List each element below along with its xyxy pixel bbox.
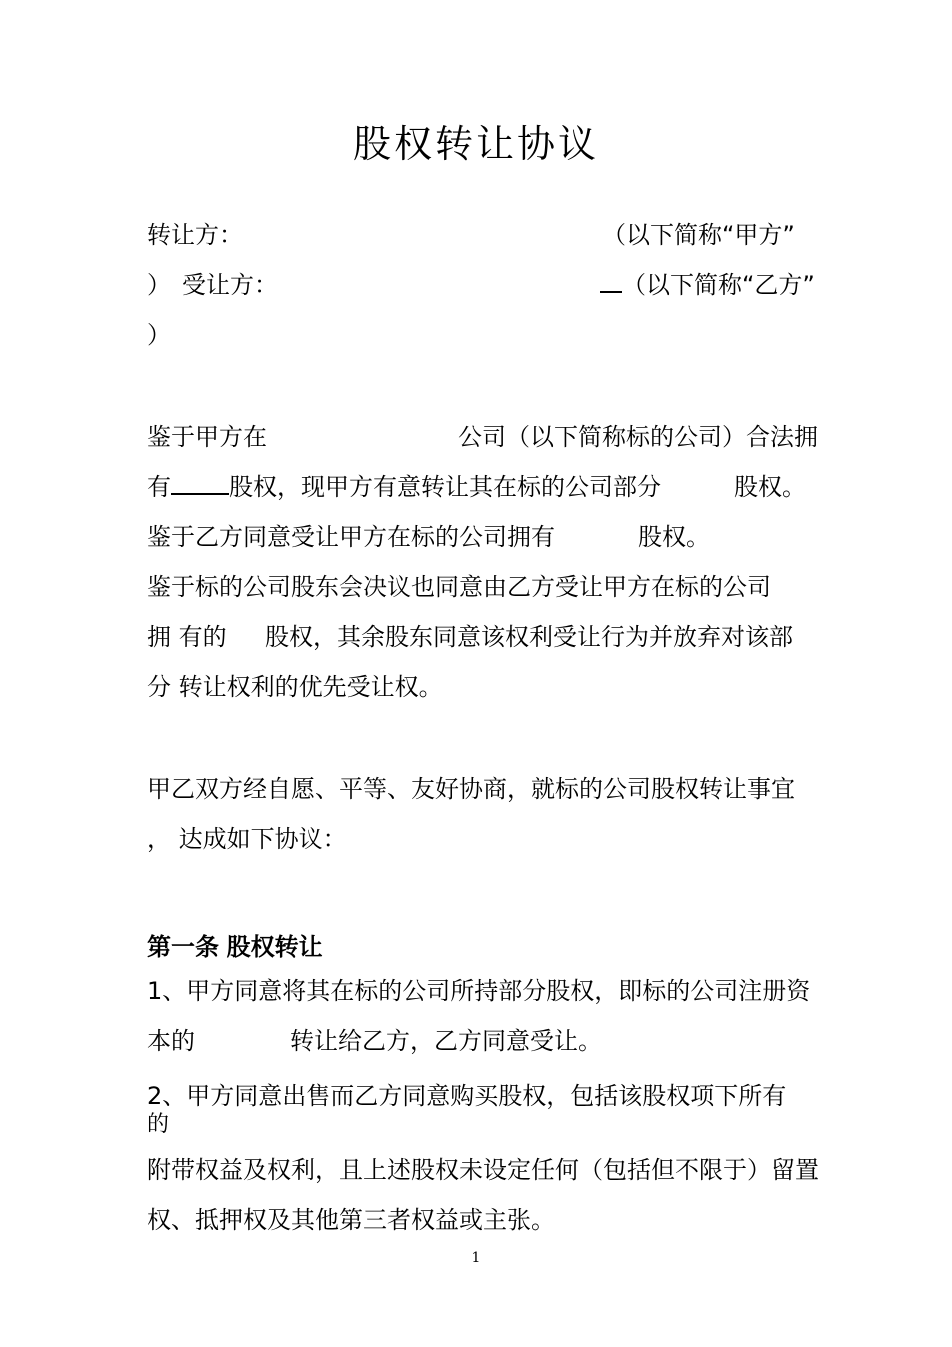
recital-text: 拥 有的	[147, 623, 227, 651]
article-number: 第一条	[147, 933, 219, 961]
clause-text: 转让给乙方，乙方同意受让。	[290, 1027, 602, 1055]
recital-text: 股权。	[638, 523, 710, 551]
recital-text: 鉴于标的公司股东会决议也同意由乙方受让甲方在标的公司	[147, 573, 771, 601]
intro-text: ， 达成如下协议：	[147, 825, 347, 853]
blank-underline	[600, 271, 622, 293]
recital-text: 分 转让权利的优先受让权。	[147, 673, 443, 701]
clause-text: 本的	[147, 1027, 195, 1055]
clause-text: 的	[147, 1112, 170, 1137]
intro-text: 甲乙双方经自愿、平等、友好协商，就标的公司股权转让事宜	[147, 775, 795, 803]
document-title: 股权转让协议	[352, 122, 599, 166]
transferor-label: 转让方：	[147, 221, 243, 249]
close-paren: ）	[147, 271, 171, 299]
transferee-note: （以下简称“乙方”	[600, 270, 815, 300]
clause-text: 附带权益及权利，且上述股权未设定任何（包括但不限于）留置	[147, 1156, 819, 1184]
article-title: 股权转让	[226, 933, 323, 961]
transferor-note: （以下简称“甲方”	[602, 221, 795, 249]
close-paren: ）	[147, 321, 171, 349]
recital-text: 股权，其余股东同意该权利受让行为并放弃对该部	[265, 623, 793, 651]
recital-text: 公司（以下简称标的公司）合法拥	[458, 423, 818, 451]
transferee-label: 受让方：	[182, 271, 278, 299]
recital-text: 鉴于甲方在	[147, 423, 267, 451]
clause-text: 2、甲方同意出售而乙方同意购买股权，包括该股权项下所有	[147, 1082, 787, 1110]
recital-text: 股权。	[734, 473, 806, 501]
blank-underline	[171, 473, 229, 495]
clause-text: 权、抵押权及其他第三者权益或主张。	[147, 1206, 555, 1234]
page-number: 1	[471, 1250, 481, 1266]
recital-text: 鉴于乙方同意受让甲方在标的公司拥有	[147, 523, 555, 551]
recital-text: 有 股权，现甲方有意转让其在标的公司部分	[147, 473, 661, 501]
clause-text: 1、甲方同意将其在标的公司所持部分股权，即标的公司注册资	[147, 977, 811, 1005]
article-heading	[147, 932, 323, 962]
